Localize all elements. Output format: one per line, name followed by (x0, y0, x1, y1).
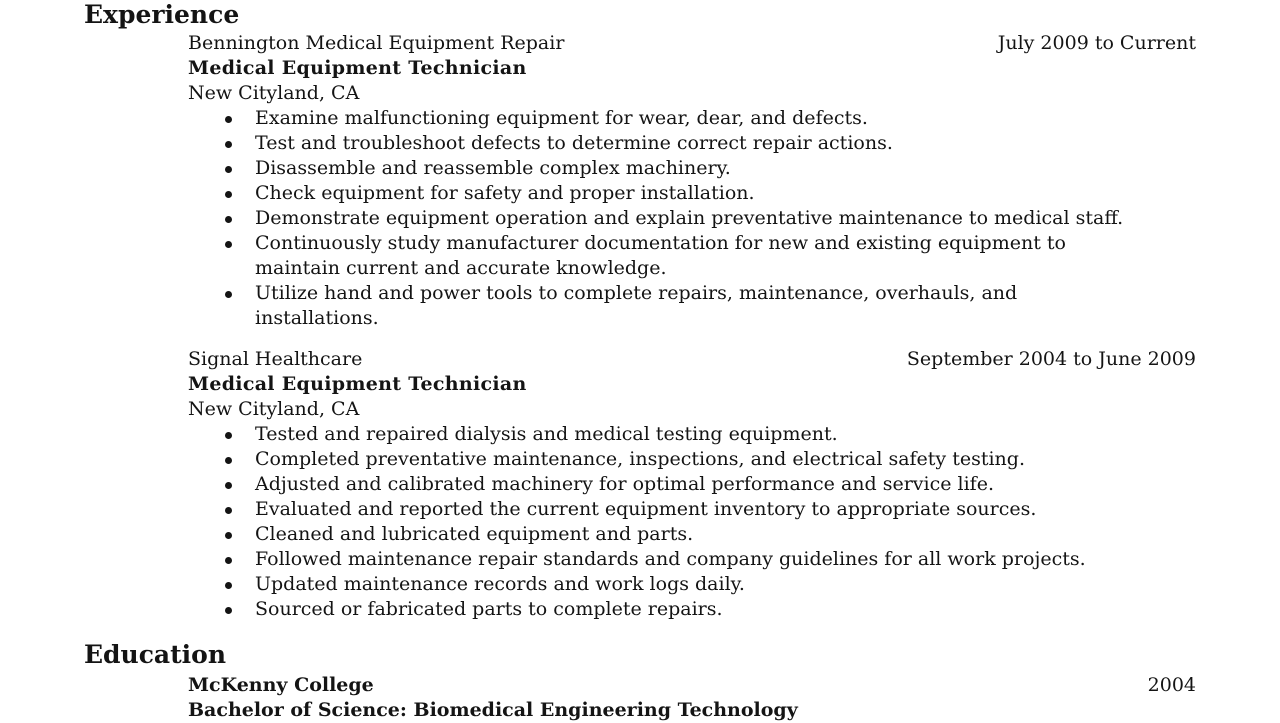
education-degree: Bachelor of Science (188, 699, 400, 721)
job-company: Bennington Medical Equipment Repair (188, 32, 565, 54)
job-location: New Cityland, CA (188, 398, 360, 420)
job-location: New Cityland, CA (188, 82, 360, 104)
job-title: Medical Equipment Technician (188, 57, 527, 79)
duty-item: Examine malfunctioning equipment for wear, dear, and defects. (188, 106, 1196, 131)
job-dates: July 2009 to Current (997, 32, 1196, 54)
duty-item: Cleaned and lubricated equipment and parts. (188, 522, 1196, 547)
education-school: McKenny College (188, 674, 374, 696)
education-separator: : (399, 699, 407, 721)
job-title: Medical Equipment Technician (188, 373, 527, 395)
duty-item: Updated maintenance records and work logs daily. (188, 572, 1196, 597)
duty-item-continuation: installations. (255, 307, 379, 329)
job-company: Signal Healthcare (188, 348, 363, 370)
duty-item: Evaluated and reported the current equipment inventory to appropriate sources. (188, 497, 1196, 522)
job-duties-list (188, 106, 1196, 331)
education-year: 2004 (1147, 674, 1196, 696)
duty-item: Test and troubleshoot defects to determine correct repair actions. (188, 131, 1196, 156)
job-entry-2 (188, 347, 1196, 622)
duty-item: Demonstrate equipment operation and explain preventative maintenance to medical staff. (188, 206, 1196, 231)
duty-item: Check equipment for safety and proper installation. (188, 181, 1196, 206)
job-company-row (188, 347, 1196, 372)
duty-item: Adjusted and calibrated machinery for optimal performance and service life. (188, 472, 1196, 497)
education-degree-row (188, 698, 1196, 723)
education-field: Biomedical Engineering Technology (413, 699, 798, 721)
job-dates: September 2004 to June 2009 (906, 348, 1196, 370)
duty-item: Followed maintenance repair standards and company guidelines for all work projects. (188, 547, 1196, 572)
duty-item: Utilize hand and power tools to complete repairs, maintenance, overhauls, and (188, 281, 1196, 306)
duty-item: Tested and repaired dialysis and medical testing equipment. (188, 422, 1196, 447)
duty-item-continuation: maintain current and accurate knowledge. (255, 257, 667, 279)
duty-item: Completed preventative maintenance, inspections, and electrical safety testing. (188, 447, 1196, 472)
job-entry-1 (188, 31, 1196, 331)
education-school-row (188, 673, 1196, 698)
job-company-row (188, 31, 1196, 56)
duty-item: Disassemble and reassemble complex machinery. (188, 156, 1196, 181)
duty-item: Continuously study manufacturer documentation for new and existing equipment to (188, 231, 1196, 256)
experience-heading: Experience (84, 0, 240, 29)
job-duties-list (188, 422, 1196, 622)
education-heading: Education (84, 640, 227, 669)
education-entry (188, 673, 1196, 723)
duty-item: Sourced or fabricated parts to complete repairs. (188, 597, 1196, 622)
